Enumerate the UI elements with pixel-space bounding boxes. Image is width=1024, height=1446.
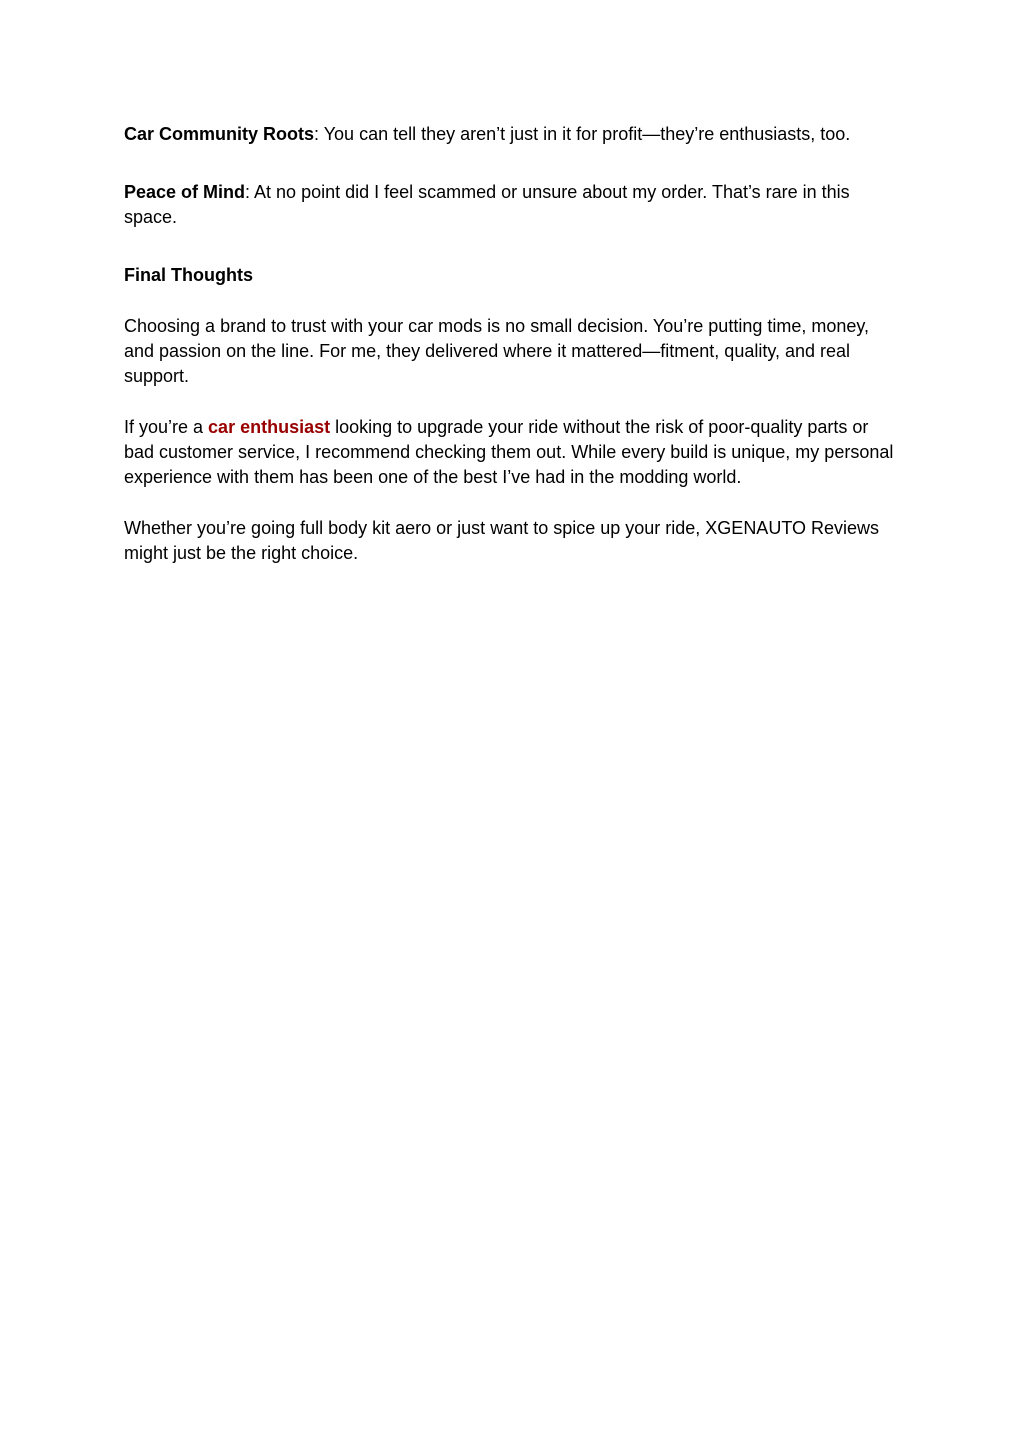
community-text: : You can tell they aren’t just in it for profit—they’re enthusiasts, too. [314,124,851,144]
community-paragraph [124,122,894,147]
peace-label: Peace of Mind [124,182,246,202]
enthusiast-text-after: looking to upgrade your ride without the risk of poor-quality parts or bad customer service, I recommend checking them out. While every build is unique, my personal experience with them has been one of the best I’ve had in the modding world. [124,417,894,487]
peace-text: : At no point did I feel scammed or unsure about my order. That’s rare in this space. [124,182,850,227]
whether-paragraph: Whether you’re going full body kit aero or just want to spice up your ride, XGENAUTO Reviews might just be the right choice. [124,518,880,563]
car-enthusiast-link[interactable]: car enthusiast [208,417,331,437]
enthusiast-text-before: If you’re a [124,417,209,437]
peace-paragraph [124,180,894,230]
community-label: Car Community Roots [124,124,315,144]
choosing-paragraph: Choosing a brand to trust with your car mods is no small decision. You’re putting time, money, and passion on the line. For me, they delivered where it mattered—fitment, quality, and real support. [124,316,870,386]
enthusiast-paragraph [124,415,894,490]
section-heading: Final Thoughts [124,265,253,285]
